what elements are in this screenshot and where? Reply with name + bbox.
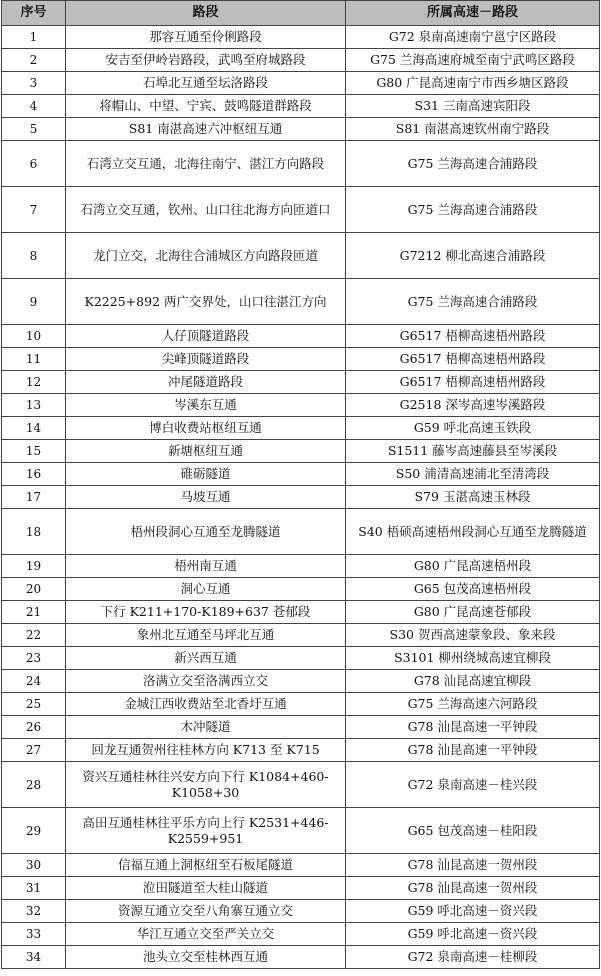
row-highway-section-cell: G75 兰海高速合浦路段 [346, 279, 600, 325]
row-road-section-cell: 梧州南互通 [66, 555, 346, 578]
row-index-cell: 30 [2, 854, 66, 877]
table-row [2, 808, 600, 854]
row-index-cell: 14 [2, 417, 66, 440]
row-index-cell: 19 [2, 555, 66, 578]
table-row [2, 624, 600, 647]
row-index-cell: 17 [2, 486, 66, 509]
row-road-section-cell: 龙门立交，北海往合浦城区方向路段匝道 [66, 233, 346, 279]
table-row [2, 187, 600, 233]
row-highway-section-cell: G59 呼北高速－资兴段 [346, 923, 600, 946]
row-road-section-cell: 梧州段洞心互通至龙腾隧道 [66, 509, 346, 555]
row-index-cell: 24 [2, 670, 66, 693]
table-row [2, 900, 600, 923]
table-row [2, 417, 600, 440]
row-road-section-cell: 石埠北互通至坛洛路段 [66, 72, 346, 95]
table-row [2, 118, 600, 141]
row-road-section-cell: 资兴互通桂林往兴安方向下行 K1084+460-K1058+30 [66, 762, 346, 808]
row-road-section-cell: 高田互通桂林往平乐方向上行 K2531+446-K2559+951 [66, 808, 346, 854]
table-row [2, 555, 600, 578]
row-highway-section-cell: G75 兰海高速合浦路段 [346, 141, 600, 187]
row-index-cell: 15 [2, 440, 66, 463]
row-road-section-cell: K2225+892 两广交界处，山口往湛江方向 [66, 279, 346, 325]
row-index-cell: 32 [2, 900, 66, 923]
table-row [2, 923, 600, 946]
table-row [2, 95, 600, 118]
row-highway-section-cell: G75 兰海高速府城至南宁武鸣区路段 [346, 49, 600, 72]
table-row [2, 716, 600, 739]
row-index-cell: 33 [2, 923, 66, 946]
table-header-row [2, 1, 600, 26]
row-index-cell: 12 [2, 371, 66, 394]
row-road-section-cell: 人仔顶隧道路段 [66, 325, 346, 348]
row-highway-section-cell: S81 南湛高速钦州南宁路段 [346, 118, 600, 141]
row-highway-section-cell: S30 贺西高速蒙象段、象来段 [346, 624, 600, 647]
road-section-table [1, 0, 600, 969]
table-row [2, 233, 600, 279]
row-road-section-cell: 涖田隧道至大桂山隧道 [66, 877, 346, 900]
header-index: 序号 [2, 1, 66, 26]
row-index-cell: 16 [2, 463, 66, 486]
row-index-cell: 29 [2, 808, 66, 854]
table-row [2, 739, 600, 762]
row-index-cell: 28 [2, 762, 66, 808]
table-row [2, 486, 600, 509]
header-road-section: 路段 [66, 1, 346, 26]
table-row [2, 72, 600, 95]
row-road-section-cell: 新塘枢纽互通 [66, 440, 346, 463]
table-row [2, 762, 600, 808]
row-index-cell: 11 [2, 348, 66, 371]
row-index-cell: 25 [2, 693, 66, 716]
row-highway-section-cell: G6517 梧柳高速梧州路段 [346, 371, 600, 394]
row-index-cell: 9 [2, 279, 66, 325]
row-highway-section-cell: G65 包茂高速－桂阳段 [346, 808, 600, 854]
row-road-section-cell: 洛满立交至洛满西立交 [66, 670, 346, 693]
table-row [2, 670, 600, 693]
row-highway-section-cell: S50 浦清高速浦北至清湾段 [346, 463, 600, 486]
row-road-section-cell: S81 南湛高速六冲枢纽互通 [66, 118, 346, 141]
row-road-section-cell: 博白收费站枢纽互通 [66, 417, 346, 440]
row-road-section-cell: 洞心互通 [66, 578, 346, 601]
row-road-section-cell: 池头立交至桂林西互通 [66, 946, 346, 969]
row-index-cell: 10 [2, 325, 66, 348]
row-highway-section-cell: G59 呼北高速－资兴段 [346, 900, 600, 923]
row-road-section-cell: 马坡互通 [66, 486, 346, 509]
row-index-cell: 26 [2, 716, 66, 739]
row-road-section-cell: 木冲隧道 [66, 716, 346, 739]
table-row [2, 325, 600, 348]
row-highway-section-cell: G72 泉南高速南宁邕宁区路段 [346, 26, 600, 49]
row-road-section-cell: 将帽山、中望、宁宾、鼓鸣隧道群路段 [66, 95, 346, 118]
row-highway-section-cell: G80 广昆高速苍郁段 [346, 601, 600, 624]
row-index-cell: 2 [2, 49, 66, 72]
row-highway-section-cell: S3101 柳州绕城高速宜柳段 [346, 647, 600, 670]
header-highway-section: 所属高速－路段 [346, 1, 600, 26]
row-highway-section-cell: G6517 梧柳高速梧州路段 [346, 325, 600, 348]
row-road-section-cell: 尖峰顶隧道路段 [66, 348, 346, 371]
row-road-section-cell: 新兴西互通 [66, 647, 346, 670]
row-index-cell: 7 [2, 187, 66, 233]
table-row [2, 440, 600, 463]
row-highway-section-cell: G78 汕昆高速宜柳段 [346, 670, 600, 693]
row-highway-section-cell: G2518 深岑高速岑溪路段 [346, 394, 600, 417]
row-highway-section-cell: G6517 梧柳高速梧州路段 [346, 348, 600, 371]
row-index-cell: 23 [2, 647, 66, 670]
row-road-section-cell: 金城江西收费站至北香圩互通 [66, 693, 346, 716]
row-highway-section-cell: S40 梧硕高速梧州段洞心互通至龙腾隧道 [346, 509, 600, 555]
row-road-section-cell: 下行 K211+170-K189+637 苍郁段 [66, 601, 346, 624]
row-road-section-cell: 岑溪东互通 [66, 394, 346, 417]
table-row [2, 463, 600, 486]
row-index-cell: 18 [2, 509, 66, 555]
row-index-cell: 21 [2, 601, 66, 624]
row-highway-section-cell: S79 玉湛高速玉林段 [346, 486, 600, 509]
row-road-section-cell: 碓砺隧道 [66, 463, 346, 486]
row-highway-section-cell: G72 泉南高速－桂柳段 [346, 946, 600, 969]
table-row [2, 49, 600, 72]
row-road-section-cell: 石湾立交互通，钦州、山口往北海方向匝道口 [66, 187, 346, 233]
row-highway-section-cell: G75 兰海高速六河路段 [346, 693, 600, 716]
row-highway-section-cell: G78 汕昆高速一平钟段 [346, 739, 600, 762]
row-road-section-cell: 冲尾隧道路段 [66, 371, 346, 394]
table-row [2, 854, 600, 877]
table-row [2, 394, 600, 417]
row-road-section-cell: 象州北互通至马坪北互通 [66, 624, 346, 647]
row-road-section-cell: 回龙互通贺州往桂林方向 K713 至 K715 [66, 739, 346, 762]
row-highway-section-cell: G78 汕昆高速一平钟段 [346, 716, 600, 739]
row-road-section-cell: 华江互通立交至严关立交 [66, 923, 346, 946]
row-road-section-cell: 安吉至伊岭岩路段，武鸣至府城路段 [66, 49, 346, 72]
table-row [2, 578, 600, 601]
table-row [2, 877, 600, 900]
row-road-section-cell: 信福互通上洞枢纽至石板尾隧道 [66, 854, 346, 877]
row-highway-section-cell: G7212 柳北高速合浦路段 [346, 233, 600, 279]
row-index-cell: 31 [2, 877, 66, 900]
table-row [2, 26, 600, 49]
row-highway-section-cell: G65 包茂高速梧州段 [346, 578, 600, 601]
table-row [2, 601, 600, 624]
row-index-cell: 8 [2, 233, 66, 279]
table-row [2, 348, 600, 371]
row-highway-section-cell: G78 汕昆高速一贺州段 [346, 877, 600, 900]
row-highway-section-cell: S1511 藤岑高速藤县至岑溪段 [346, 440, 600, 463]
row-highway-section-cell: G72 泉南高速－桂兴段 [346, 762, 600, 808]
row-index-cell: 5 [2, 118, 66, 141]
table-row [2, 946, 600, 969]
table-row [2, 371, 600, 394]
row-highway-section-cell: G80 广昆高速梧州段 [346, 555, 600, 578]
row-highway-section-cell: G78 汕昆高速一贺州段 [346, 854, 600, 877]
row-index-cell: 4 [2, 95, 66, 118]
row-index-cell: 22 [2, 624, 66, 647]
row-index-cell: 27 [2, 739, 66, 762]
row-index-cell: 6 [2, 141, 66, 187]
row-index-cell: 1 [2, 26, 66, 49]
row-index-cell: 34 [2, 946, 66, 969]
row-road-section-cell: 石湾立交互通，北海往南宁、湛江方向路段 [66, 141, 346, 187]
row-highway-section-cell: G80 广昆高速南宁市西乡塘区路段 [346, 72, 600, 95]
row-road-section-cell: 那容互通至伶俐路段 [66, 26, 346, 49]
row-highway-section-cell: G75 兰海高速合浦路段 [346, 187, 600, 233]
row-highway-section-cell: S31 三南高速宾阳段 [346, 95, 600, 118]
table-row [2, 141, 600, 187]
row-index-cell: 13 [2, 394, 66, 417]
row-road-section-cell: 资源互通立交至八角寨互通立交 [66, 900, 346, 923]
row-highway-section-cell: G59 呼北高速玉铁段 [346, 417, 600, 440]
table-row [2, 279, 600, 325]
table-row [2, 647, 600, 670]
row-index-cell: 3 [2, 72, 66, 95]
table-row [2, 509, 600, 555]
row-index-cell: 20 [2, 578, 66, 601]
table-row [2, 693, 600, 716]
